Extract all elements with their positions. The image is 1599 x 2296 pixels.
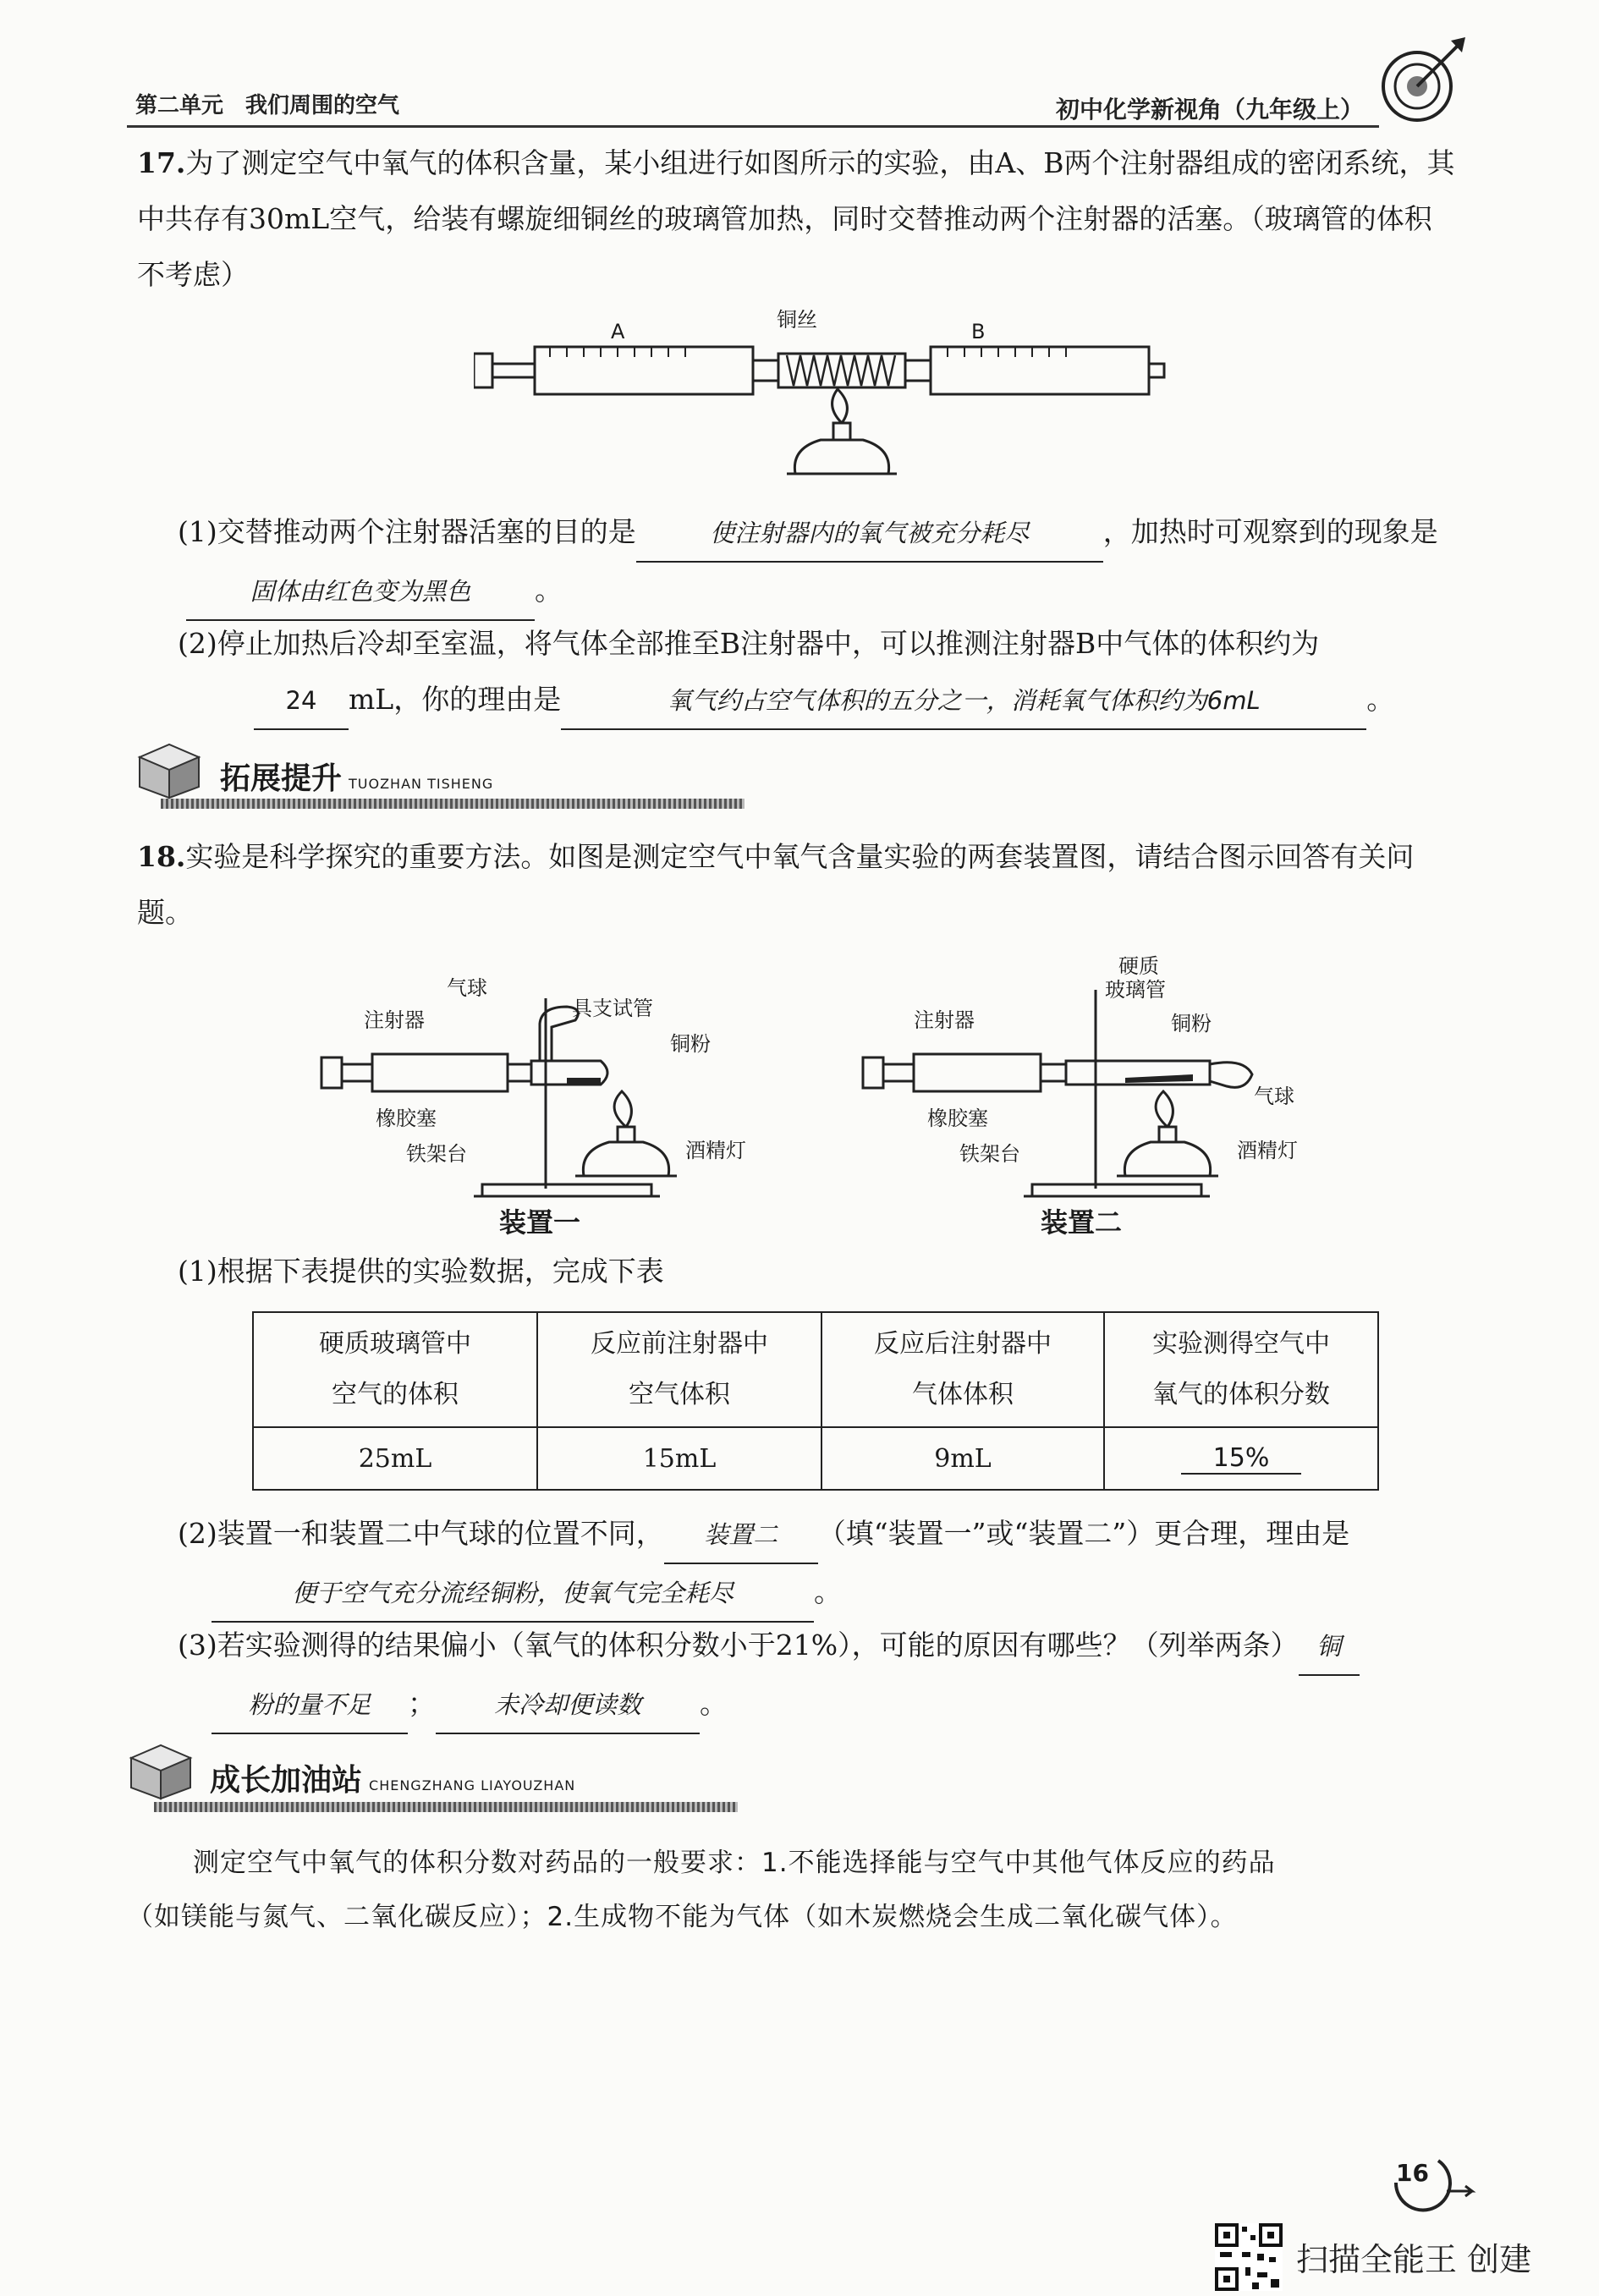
tip-line-2: （如镁能与氮气、二氧化碳反应）；2.生成物不能为气体（如木炭燃烧会生成二氧化碳气体）。 [127, 1902, 1238, 1932]
q17-label-copper-wire: 铜丝 [777, 308, 817, 332]
section-bar [154, 1802, 738, 1812]
table-cell: 9mL [821, 1427, 1104, 1490]
fig1-label-stopper: 橡胶塞 [376, 1107, 437, 1130]
q17-stem [137, 135, 1457, 303]
section-cube-icon [127, 1741, 195, 1800]
section-bar [161, 799, 745, 809]
q18-answer-cause2: 未冷却便读数 [436, 1677, 700, 1734]
table-header-cell: 硬质玻璃管中 空气的体积 [253, 1312, 537, 1427]
q18-answer-cause1-a: 铜 [1299, 1618, 1360, 1676]
q18-part2: (2)装置一和装置二中气球的位置不同， 装置二 （填“装置一”或“装置二”）更合理，理由是便于空气充分流经铜粉，使氧气完全耗尽 。 [178, 1506, 1464, 1623]
fig1-label-tube: 具支试管 [572, 997, 653, 1020]
fig1-label-stand: 铁架台 [406, 1142, 467, 1166]
target-logo-icon [1371, 34, 1472, 127]
q17-label-a: A [611, 320, 625, 343]
q18-answer-device: 装置二 [664, 1507, 818, 1564]
q17-answer-phenomenon: 固体由红色变为黑色 [186, 563, 535, 621]
q17-apparatus-figure [474, 305, 1176, 508]
header-rule [127, 125, 1379, 128]
page-number: 16 [1396, 2159, 1429, 2187]
q18-data-table [252, 1311, 1379, 1491]
q18-answer-cause1-b: 粉的量不足 [212, 1677, 408, 1734]
section-cube-icon [135, 740, 203, 799]
q17-answer-purpose: 使注射器内的氧气被充分耗尽 [636, 505, 1103, 563]
qr-code-icon [1215, 2223, 1283, 2291]
q18-stem [137, 829, 1457, 941]
fig2-label-glass-tube-2: 玻璃管 [1105, 978, 1166, 1002]
header-book-title: 初中化学新视角（九年级上） [1056, 96, 1365, 124]
fig2-caption: 装置二 [1041, 1206, 1123, 1239]
fig2-label-copper: 铜粉 [1171, 1012, 1212, 1035]
q18-part1: (1)根据下表提供的实验数据，完成下表 [178, 1255, 664, 1288]
table-header-cell: 反应前注射器中 空气体积 [537, 1312, 821, 1427]
q17-answer-volume: 24 [254, 673, 349, 730]
q18-number: 18. [137, 840, 186, 873]
fig1-label-balloon: 气球 [447, 976, 487, 1000]
table-header-cell: 实验测得空气中 氧气的体积分数 [1104, 1312, 1378, 1427]
section-title-growth: 成长加油站 CHENGZHANG LIAYOUZHAN [210, 1763, 576, 1798]
scanner-watermark: 扫描全能王 创建 [1296, 2241, 1532, 2278]
q17-part1: (1)交替推动两个注射器活塞的目的是 使注射器内的氧气被充分耗尽 ，加热时可观察到的现象是固体由红色变为黑色 。 [178, 504, 1464, 621]
q17-number: 17. [137, 146, 186, 179]
q18-text: 实验是科学探究的重要方法。如图是测定空气中氧气含量实验的两套装置图，请结合图示回答有关问题。 [137, 840, 1415, 929]
section-title-extension: 拓展提升 TUOZHAN TISHENG [220, 761, 494, 796]
table-header-cell: 反应后注射器中 气体体积 [821, 1312, 1104, 1427]
fig2-label-stand: 铁架台 [959, 1142, 1020, 1166]
q17-answer-reason: 氧气约占空气体积的五分之一，消耗氧气体积约为6mL [561, 673, 1366, 730]
fig1-label-copper: 铜粉 [670, 1032, 711, 1056]
table-cell: 15mL [537, 1427, 821, 1490]
header-unit: 第二单元 我们周围的空气 [135, 93, 400, 118]
fig1-caption: 装置一 [499, 1206, 581, 1239]
q17-label-b: B [971, 320, 986, 343]
q18-part3: (3)若实验测得的结果偏小（氧气的体积分数小于21%），可能的原因有哪些？（列举两条） 铜 粉的量不足 ； 未冷却便读数 。 [178, 1618, 1464, 1734]
table-cell-answer: 15% [1104, 1427, 1378, 1490]
fig2-label-lamp: 酒精灯 [1237, 1139, 1298, 1162]
fig1-label-lamp: 酒精灯 [685, 1139, 746, 1162]
fig2-label-stopper: 橡胶塞 [927, 1107, 988, 1130]
fig2-label-glass-tube-1: 硬质 [1118, 954, 1159, 978]
fig1-label-syringe: 注射器 [364, 1008, 425, 1032]
q18-answer-reason: 便于空气充分流经铜粉，使氧气完全耗尽 [212, 1565, 814, 1623]
q17-part2: (2)停止加热后冷却至室温，将气体全部推至B注射器中，可以推测注射器B中气体的体积约为24 mL，你的理由是 氧气约占空气体积的五分之一，消耗氧气体积约为6mL 。 [178, 616, 1464, 730]
fig2-label-balloon: 气球 [1254, 1085, 1294, 1108]
table-cell: 25mL [253, 1427, 537, 1490]
q17-text: 为了测定空气中氧气的体积含量，某小组进行如图所示的实验，由A、B两个注射器组成的密闭系统，其中共存有30mL空气，给装有螺旋细铜丝的玻璃管加热，同时交替推动两个注射器的活塞。（玻璃管的体积不考虑） [137, 146, 1455, 291]
fig2-label-syringe: 注射器 [914, 1008, 975, 1032]
tip-line-1: 测定空气中氧气的体积分数对药品的一般要求：1.不能选择能与空气中其他气体反应的药品 [193, 1848, 1276, 1878]
